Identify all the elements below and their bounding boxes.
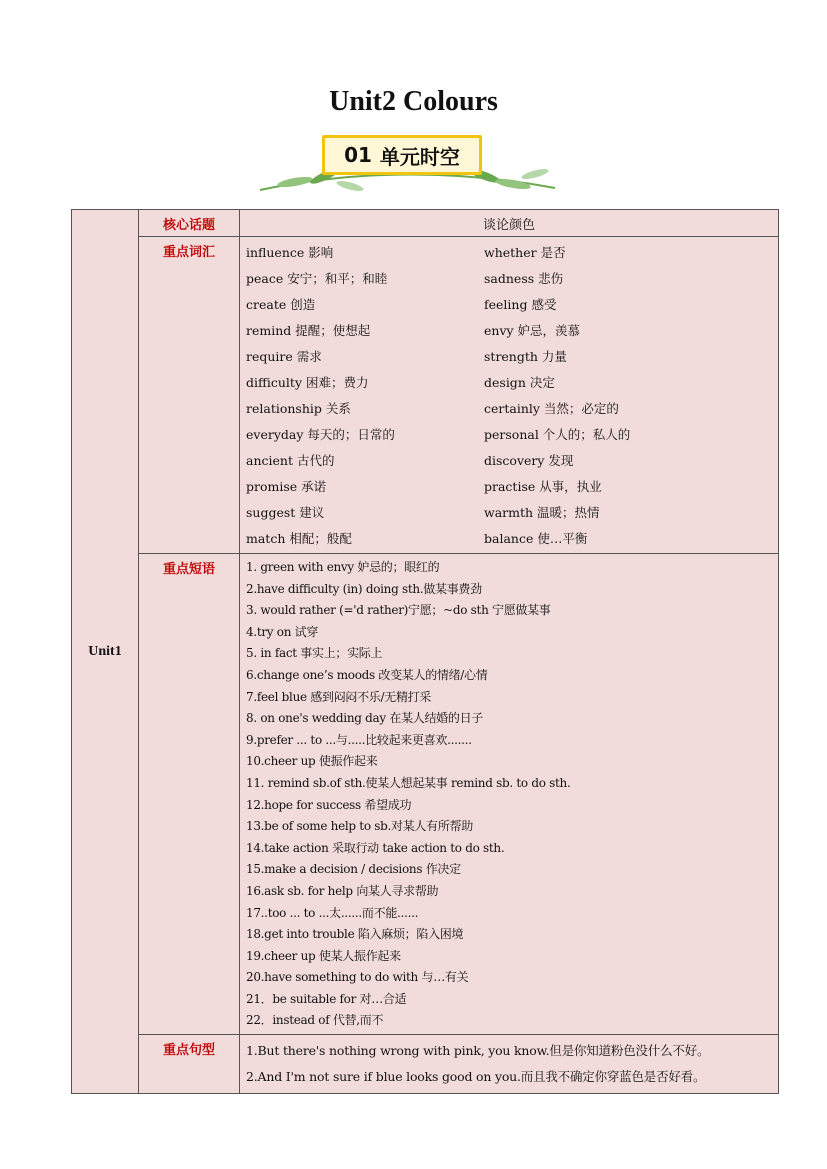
phrases-label: 重点短语 — [139, 554, 240, 1035]
vocab-label: 重点词汇 — [139, 237, 240, 554]
vocab-right: feeling 感受 — [484, 297, 557, 312]
vocab-left: remind 提醒；使想起 — [246, 323, 371, 338]
topic-row — [72, 210, 779, 237]
phrase-item: 11. remind sb.of sth.使某人想起某事 remind sb. to do sth. — [246, 775, 571, 790]
vocab-item — [246, 421, 778, 447]
phrase-item: 1. green with envy 妒忌的；眼红的 — [246, 560, 440, 574]
vocab-right: practise 从事，执业 — [484, 479, 602, 494]
vocab-right: envy 妒忌，羡慕 — [484, 323, 581, 338]
phrase-item: 12.hope for success 希望成功 — [246, 797, 412, 812]
phrase-item: 4.try on 试穿 — [246, 624, 319, 639]
vocab-right: personal 个人的；私人的 — [484, 427, 631, 442]
phrase-item: 3. would rather (='d rather)宁愿；~do sth 宁愿做某事 — [246, 603, 551, 618]
phrases-row — [72, 554, 779, 1035]
vocab-left: relationship 关系 — [246, 401, 351, 416]
vocab-right: balance 使…平衡 — [484, 531, 588, 546]
phrase-item: 5. in fact 事实上；实际上 — [246, 646, 383, 661]
phrase-item: 22．instead of 代替,而不 — [246, 1013, 384, 1028]
vocab-right: sadness 悲伤 — [484, 271, 564, 286]
vocab-item — [246, 317, 778, 343]
vocab-item — [246, 239, 778, 265]
sentences-list — [240, 1035, 779, 1094]
phrase-item: 13.be of some help to sb.对某人有所帮助 — [246, 819, 473, 834]
phrase-item: 6.change one’s moods 改变某人的情绪/心情 — [246, 667, 488, 682]
vocab-right: warmth 温暖；热情 — [484, 505, 600, 520]
vocab-item — [246, 499, 778, 525]
vocab-left: promise 承诺 — [246, 479, 327, 494]
section-badge — [322, 135, 482, 175]
topic-label: 核心话题 — [139, 210, 240, 237]
phrase-item: 21．be suitable for 对…合适 — [246, 991, 407, 1006]
vocab-list — [240, 237, 779, 554]
phrases-list — [240, 554, 779, 1035]
vocab-item — [246, 291, 778, 317]
vocab-left: everyday 每天的；日常的 — [246, 427, 395, 442]
vocab-right: certainly 当然；必定的 — [484, 401, 619, 416]
phrase-item: 10.cheer up 使振作起来 — [246, 754, 378, 769]
badge-number: 01 — [344, 143, 372, 167]
phrase-item: 20.have something to do with 与…有关 — [246, 970, 469, 985]
sentences-label: 重点句型 — [139, 1035, 240, 1094]
sentence-item: 1.But there's nothing wrong with pink, you know.但是你知道粉色没什么不好。 — [246, 1043, 710, 1059]
vocab-right: discovery 发现 — [484, 453, 574, 468]
phrase-item: 17..too ... to ...太......而不能...... — [246, 905, 419, 920]
sentences-row — [72, 1035, 779, 1094]
vocab-item — [246, 395, 778, 421]
vocab-right: strength 力量 — [484, 349, 567, 364]
vocab-item — [246, 473, 778, 499]
vocab-right: whether 是否 — [484, 245, 566, 260]
phrase-item: 15.make a decision / decisions 作决定 — [246, 862, 461, 877]
phrase-item: 19.cheer up 使某人振作起来 — [246, 948, 401, 963]
phrase-item: 2.have difficulty (in) doing sth.做某事费劲 — [246, 581, 482, 596]
vocab-item — [246, 525, 778, 551]
phrase-item: 8. on one's wedding day 在某人结婚的日子 — [246, 711, 483, 726]
vocab-item — [246, 343, 778, 369]
vocab-left: peace 安宁；和平；和睦 — [246, 271, 388, 286]
unit-label: Unit1 — [72, 210, 139, 1094]
phrase-item: 7.feel blue 感到闷闷不乐/无精打采 — [246, 689, 432, 704]
phrase-item: 14.take action 采取行动 take action to do sth. — [246, 840, 505, 855]
vocab-left: require 需求 — [246, 349, 322, 364]
vocab-left: ancient 古代的 — [246, 453, 335, 468]
phrase-item: 18.get into trouble 陷入麻烦；陷入困境 — [246, 927, 464, 942]
vocab-item — [246, 447, 778, 473]
vocab-row — [72, 237, 779, 554]
vocab-left: influence 影响 — [246, 245, 334, 260]
vocab-left: difficulty 困难；费力 — [246, 375, 369, 390]
vocab-right: design 决定 — [484, 375, 555, 390]
phrase-item: 9.prefer ... to ...与.....比较起来更喜欢....... — [246, 732, 472, 747]
badge-text: 单元时空 — [379, 144, 460, 169]
vocab-item — [246, 265, 778, 291]
unit-overview-table — [71, 209, 779, 1094]
vocab-left: match 相配；般配 — [246, 531, 352, 546]
topic-value: 谈论颜色 — [240, 210, 779, 237]
vocab-item — [246, 369, 778, 395]
page-title: Unit2 Colours — [329, 86, 498, 117]
vocab-left: create 创造 — [246, 297, 316, 312]
sentence-item: 2.And I'm not sure if blue looks good on you.而且我不确定你穿蓝色是否好看。 — [246, 1069, 706, 1085]
phrase-item: 16.ask sb. for help 向某人寻求帮助 — [246, 883, 439, 898]
vocab-left: suggest 建议 — [246, 505, 325, 520]
